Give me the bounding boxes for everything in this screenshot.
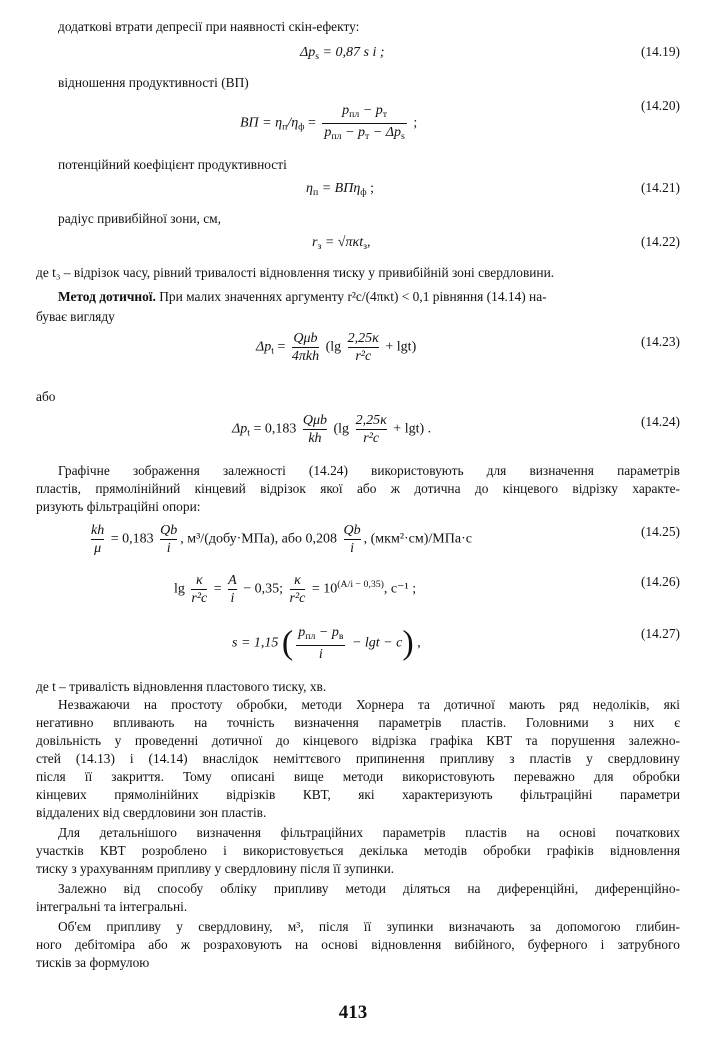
eq-text: i	[230, 591, 235, 606]
eq-text: 4πkh	[291, 349, 320, 364]
eq-text: Qμb	[302, 413, 327, 428]
equation-14-19	[300, 44, 385, 66]
eq-text: ;	[409, 115, 418, 131]
equation-14-24	[232, 412, 431, 447]
eq-text: μ	[94, 541, 102, 556]
eq-text: ,	[413, 635, 421, 651]
eq-text: =	[304, 115, 320, 131]
text-line: потенційний коефіцієнт продуктивності	[58, 157, 287, 172]
eq-text: + lgt)	[381, 339, 417, 355]
equation-number: (14.26)	[640, 574, 680, 589]
fraction	[348, 330, 379, 365]
eq-text: lg	[174, 581, 189, 597]
eq-text: = √πκt	[321, 235, 364, 250]
fraction	[303, 412, 327, 447]
text-line: тиску з урахуванням припливу у свердловину після її зупинки.	[36, 861, 395, 876]
fraction	[292, 330, 319, 365]
text-line: інтегральні та інтегральні.	[36, 899, 188, 914]
eq-text: p	[342, 103, 350, 118]
eq-text: 2,25κ	[347, 331, 379, 346]
eq-text: − p	[315, 625, 339, 640]
text-line: стей (14.13) і (14.14) внаслідок неміттєвого припинення припливу з пластів у свердловину	[36, 751, 680, 766]
fraction	[322, 102, 406, 145]
equation-number: (14.19)	[640, 44, 680, 59]
text-line: кінцевих прямолінійних відрізків КВТ, які характеризують фільтраційні параметри	[36, 787, 680, 802]
eq-text: r	[312, 235, 318, 250]
eq-text: (lg	[330, 421, 353, 437]
eq-text: κ	[191, 572, 207, 590]
fraction	[344, 522, 361, 557]
fraction	[296, 624, 345, 663]
text-line: буває вигляду	[36, 309, 115, 324]
eq-sub: т	[365, 130, 370, 142]
fraction	[356, 412, 387, 447]
eq-text: ;	[366, 181, 375, 196]
eq-sub: з	[363, 240, 367, 252]
eq-text: = 10	[308, 581, 338, 597]
text-line: відношення продуктивності (ВП)	[58, 75, 249, 90]
equation-14-20	[240, 102, 417, 145]
eq-sub: t	[271, 345, 274, 357]
eq-text: ,	[366, 235, 371, 250]
text-line: пластів, прямолінійний кінцевий відрізок якої або ж дотична до кінцевого відрізку характе-	[36, 481, 680, 496]
eq-sub: п	[312, 186, 319, 198]
eq-sub: ф	[360, 186, 367, 198]
equation-14-25	[88, 522, 472, 557]
eq-text: − Δp	[369, 124, 401, 140]
text-line: негативно впливають на точність визначення параметрів пластів. Головними з них є	[36, 715, 680, 730]
eq-text: (lg	[322, 339, 345, 355]
text-line: Графічне зображення залежності (14.24) використовують для визначення параметрів	[58, 463, 680, 478]
eq-text: Δp	[256, 339, 272, 355]
eq-sub: пл	[305, 630, 316, 642]
fraction	[290, 572, 306, 607]
eq-sub: в	[338, 630, 344, 642]
text-line: тисків за формулою	[36, 955, 150, 970]
text-span: При малих значеннях аргументу r²c/(4πκt) < 0,1 рівняння (14.14) на-	[155, 289, 547, 304]
equation-14-27	[232, 624, 421, 663]
eq-sub: t	[247, 427, 250, 439]
text-line	[58, 288, 547, 305]
eq-sub: s	[400, 130, 405, 142]
fraction	[91, 522, 104, 557]
eq-text: = 0,183	[107, 531, 158, 547]
text-line: Залежно від способу обліку припливу методи діляться на диференційні, диференційно-	[58, 881, 680, 896]
eq-sub: п	[282, 121, 288, 133]
eq-text: p	[324, 124, 332, 140]
eq-text: Qμb	[293, 331, 318, 346]
text-line: де t₃ – відрізок часу, рівний тривалості відновлення тиску у привибійній зоні свердловини.	[36, 265, 555, 280]
equation-number: (14.22)	[640, 234, 680, 249]
eq-text: = ВПη	[318, 181, 361, 196]
eq-text: − p	[359, 103, 383, 118]
equation-number: (14.21)	[640, 180, 680, 195]
equation-14-21	[306, 180, 374, 202]
eq-text: ВП = η	[240, 115, 283, 131]
eq-sub: s	[315, 50, 320, 62]
text-line: ного дебітоміра або ж розраховують на основі відновлення вибійного, буферного і затрубного	[36, 937, 680, 952]
equation-number: (14.23)	[640, 334, 680, 349]
eq-text: − 0,35;	[239, 581, 287, 597]
eq-sup: (A/i − 0,35)	[337, 578, 384, 590]
fraction	[160, 522, 177, 557]
eq-text: , c⁻¹ ;	[383, 581, 417, 597]
eq-text: Qb	[343, 523, 361, 538]
eq-text: kh	[91, 523, 105, 538]
eq-text: Δp	[300, 45, 316, 60]
eq-text: A	[228, 573, 237, 588]
eq-text: r²c	[355, 349, 372, 364]
eq-text: Qb	[160, 523, 178, 538]
equation-number: (14.27)	[640, 626, 680, 641]
eq-text: =	[273, 339, 289, 355]
eq-sub: ф	[298, 121, 305, 133]
eq-sub: пл	[331, 130, 342, 142]
text-line: віддалених від свердловини зон пластів.	[36, 805, 267, 820]
eq-text: r²c	[363, 431, 380, 446]
eq-sub: з	[317, 240, 322, 252]
eq-text: Δp	[232, 421, 248, 437]
text-line: після її закриття. Тому описані вище методи використовують переважно для обробки	[36, 769, 680, 784]
eq-text: =	[210, 581, 226, 597]
text-line: Незважаючи на простоту обробки, методи Хорнера та дотичної мають ряд недоліків, які	[58, 697, 680, 712]
eq-text: i	[166, 541, 171, 556]
eq-text: − p	[341, 124, 366, 140]
eq-sub: пл	[349, 108, 360, 120]
eq-text: η	[306, 181, 313, 196]
eq-text: p	[298, 625, 306, 640]
equation-14-23	[256, 330, 416, 365]
eq-text: r²c	[191, 591, 208, 606]
text-line: Для детальнішого визначення фільтраційних параметрів пластів на основі початкових	[58, 825, 680, 840]
equation-14-26	[174, 572, 416, 607]
equation-number: (14.25)	[640, 524, 680, 539]
eq-text: κ	[290, 572, 306, 590]
eq-text: s = 1,15	[232, 635, 282, 651]
text-line: або	[36, 389, 56, 404]
eq-text: , м³/(добу·МПа), або 0,208	[180, 531, 341, 547]
eq-text: = 0,183	[249, 421, 300, 437]
eq-sub: т	[382, 108, 388, 120]
open-paren: (	[281, 624, 294, 662]
text-line: довільність у проведенні дотичної до кінцевого відрізка графіка КВТ та порушення залежно-	[36, 733, 680, 748]
eq-text: 2,25κ	[355, 413, 387, 428]
page-number: 413	[338, 1002, 368, 1023]
equation-14-22	[312, 234, 370, 256]
section-heading: Метод дотичної.	[58, 289, 156, 304]
fraction	[191, 572, 207, 607]
text-line: радіус привибійної зони, см,	[58, 211, 222, 226]
eq-text: , (мкм²·см)/МПа·с	[363, 531, 472, 547]
equation-number: (14.24)	[640, 414, 680, 429]
equation-number: (14.20)	[640, 98, 680, 113]
text-line: ризують фільтраційні опори:	[36, 499, 201, 514]
fraction	[228, 572, 237, 607]
eq-text: r²c	[289, 591, 306, 606]
eq-text: kh	[308, 431, 322, 446]
eq-text: /η	[287, 115, 299, 131]
text-line: Об'єм припливу у свердловину, м³, після її зупинки визначають за допомогою глибин-	[58, 919, 680, 934]
eq-text: − lgt − c	[348, 635, 403, 651]
eq-text: i	[350, 541, 355, 556]
text-line: де t – тривалість відновлення пластового тиску, хв.	[36, 679, 327, 694]
text-line: участків КВТ розроблено і використовується декілька методів обробки графіків відновлення	[36, 843, 680, 858]
close-paren: )	[402, 624, 414, 662]
text-line: додаткові втрати депресії при наявності скін-ефекту:	[58, 19, 360, 34]
eq-text: + lgt) .	[389, 421, 432, 437]
eq-text: i	[318, 646, 323, 662]
eq-text: = 0,87 s i ;	[319, 45, 385, 60]
